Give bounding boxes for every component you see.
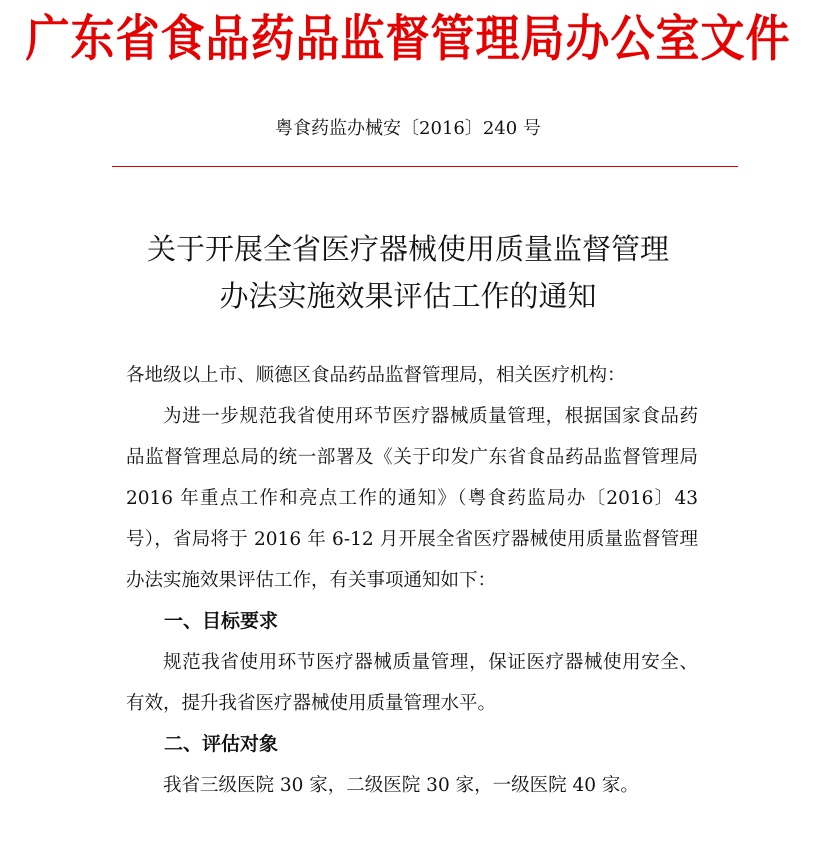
notice-title-line-1: 关于开展全省医疗器械使用质量监督管理 [146,232,669,266]
notice-title [0,226,816,320]
notice-title-line-2: 办法实施效果评估工作的通知 [219,279,597,313]
red-divider-line [112,166,738,167]
section-heading-subjects: 二、评估对象 [164,733,279,755]
document-header-title: 广东省食品药品监督管理局办公室文件 [25,10,791,68]
section-heading-goals: 一、目标要求 [164,610,279,632]
section-goals-paragraph: 规范我省使用环节医疗器械质量管理，保证医疗器械使用安全、有效，提升我省医疗器械使用质量管理水平。 [126,652,698,714]
document-number: 粤食药监办械安〔2016〕240 号 [275,118,541,139]
addressee-line: 各地级以上市、顺德区食品药品监督管理局，相关医疗机构： [126,365,626,386]
section-subjects-paragraph: 我省三级医院 30 家，二级医院 30 家，一级医院 40 家。 [163,775,639,796]
document-body [126,355,698,806]
intro-paragraph: 为进一步规范我省使用环节医疗器械质量管理，根据国家食品药品监督管理总局的统一部署及《关于印发广东省食品药品监督管理局 2016 年重点工作和亮点工作的通知》（粤食药监局办〔2016〕43 号），省局将于 2016 年 6-12 月开展全省医疗器械使用质量监督管理办法实施效果评估工作，有关事项通知如下： [126,406,698,591]
